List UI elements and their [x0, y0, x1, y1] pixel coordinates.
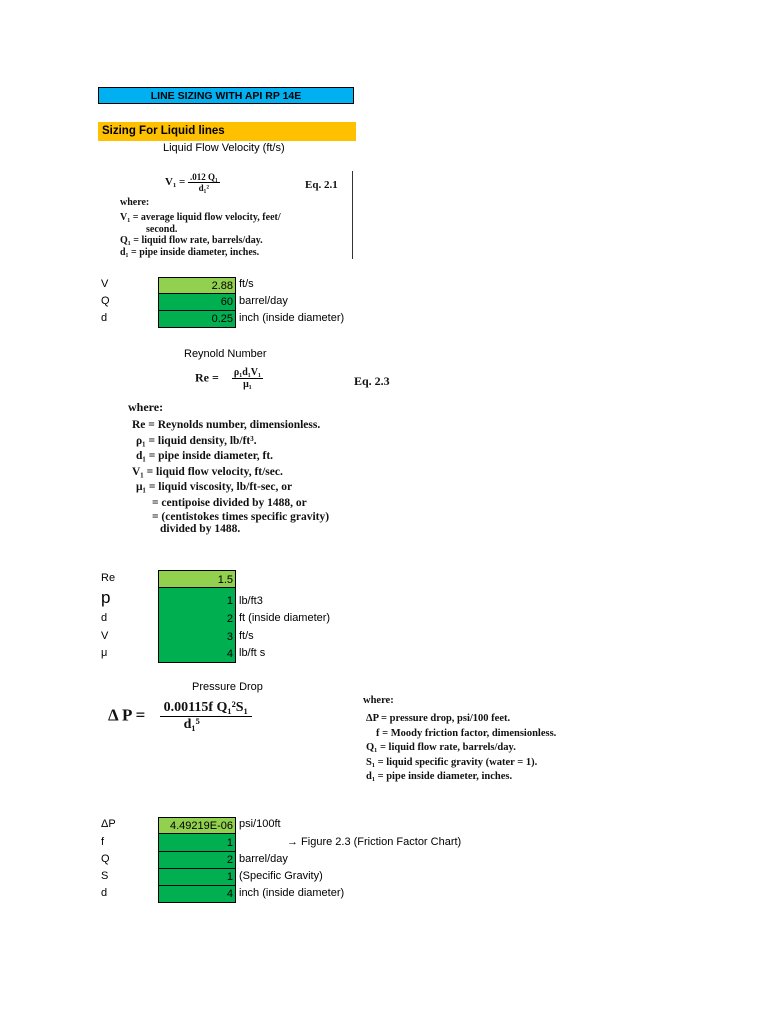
reynolds-eq-tag: Eq. 2.3	[354, 374, 390, 388]
row-label-d-dp: d	[101, 887, 108, 899]
cell-pressure-drop[interactable]: 4.49219E-06	[158, 817, 236, 834]
cell-diameter[interactable]: 0.25	[158, 311, 236, 328]
pressure-eq-numerator: 0.00115f Q₁²S₁	[160, 700, 252, 717]
reynolds-where-list	[132, 418, 329, 535]
reynolds-caption: Reynold Number	[184, 348, 267, 360]
unit-velocity: ft/s	[239, 278, 254, 290]
equation-divider	[352, 171, 353, 259]
row-label-f: f	[101, 836, 105, 848]
cell-specific-gravity[interactable]: 1	[158, 869, 236, 886]
unit-pressure-drop: psi/100ft	[239, 818, 281, 830]
row-label-q: Q	[101, 295, 110, 307]
unit-velocity-re: ft/s	[239, 630, 254, 642]
unit-viscosity: lb/ft s	[239, 647, 266, 659]
cell-reynolds[interactable]: 1.5	[158, 570, 236, 588]
pressure-where-line: ΔP = pressure drop, psi/100 feet.	[366, 713, 511, 724]
pressure-eq-lhs: Δ P =	[108, 705, 146, 725]
unit-flow-rate-dp: barrel/day	[239, 853, 288, 865]
pressure-equation	[108, 700, 252, 733]
pressure-eq-denominator: d₁⁵	[183, 717, 200, 732]
cell-friction-factor[interactable]: 1	[158, 834, 236, 852]
reynolds-where-line: μ₁ = liquid viscosity, lb/ft-sec, or	[136, 481, 293, 493]
reynolds-where-line: = (centistokes times specific gravity)	[152, 511, 330, 523]
velocity-where-line: second.	[146, 223, 178, 235]
row-label-re: Re	[101, 572, 116, 584]
reynolds-eq-numerator: ρ₁d₁V₁	[233, 367, 261, 378]
cell-viscosity[interactable]: 4	[158, 646, 236, 663]
velocity-eq-denominator: d₁²	[198, 183, 210, 193]
pressure-where-line: f = Moody friction factor, dimensionless.	[376, 727, 557, 739]
row-label-viscosity: μ	[101, 647, 108, 659]
reynolds-where-line: d₁ = pipe inside diameter, ft.	[136, 450, 274, 462]
sheet-title: LINE SIZING WITH API RP 14E	[98, 87, 354, 104]
row-label-v: V	[101, 278, 109, 290]
velocity-caption: Liquid Flow Velocity (ft/s)	[163, 142, 285, 154]
section-header: Sizing For Liquid lines	[98, 122, 356, 141]
reynolds-where-line: ρ₁ = liquid density, lb/ft³.	[136, 434, 257, 447]
pressure-where-line: S₁ = liquid specific gravity (water = 1).	[366, 756, 538, 768]
unit-specific-gravity: (Specific Gravity)	[239, 870, 323, 882]
reynolds-where-line: V₁ = liquid flow velocity, ft/sec.	[132, 465, 283, 478]
pressure-where-line: Q₁ = liquid flow rate, barrels/day.	[366, 742, 516, 753]
row-label-q-dp: Q	[101, 853, 110, 865]
pressure-where-line: d₁ = pipe inside diameter, inches.	[366, 771, 513, 782]
unit-diameter: inch (inside diameter)	[239, 312, 345, 324]
pressure-where-list	[366, 712, 556, 785]
reynolds-eq-lhs: Re =	[195, 370, 219, 385]
velocity-equation	[165, 172, 220, 193]
unit-flow-rate: barrel/day	[239, 295, 288, 307]
pressure-where: where:	[363, 695, 394, 706]
reynolds-where: where:	[128, 400, 164, 414]
velocity-where-line: Q₁ = liquid flow rate, barrels/day.	[120, 235, 263, 246]
pressure-caption: Pressure Drop	[192, 681, 263, 693]
cell-velocity[interactable]: 2.88	[158, 277, 236, 294]
friction-chart-reference: → Figure 2.3 (Friction Factor Chart)	[287, 836, 462, 848]
row-label-density: p	[101, 588, 111, 607]
velocity-eq-numerator: .012 Q₁	[190, 172, 218, 182]
unit-diameter-ft: ft (inside diameter)	[239, 612, 331, 624]
row-label-s: S	[101, 870, 109, 882]
cell-flow-rate-dp[interactable]: 2	[158, 852, 236, 869]
reynolds-where-line: = centipoise divided by 1488, or	[152, 496, 307, 509]
row-label-d: d	[101, 312, 108, 324]
reynolds-where-line: divided by 1488.	[160, 523, 241, 535]
velocity-where-list	[120, 212, 281, 258]
row-label-dp: ΔP	[101, 818, 116, 830]
cell-diameter-ft[interactable]: 2	[158, 610, 236, 628]
cell-diameter-dp[interactable]: 4	[158, 886, 236, 903]
cell-density[interactable]: 1	[158, 588, 236, 610]
velocity-where-line: d₁ = pipe inside diameter, inches.	[120, 246, 260, 258]
row-label-d-ft: d	[101, 612, 108, 624]
reynolds-equation	[195, 367, 263, 390]
velocity-where-line: V₁ = average liquid flow velocity, feet/	[120, 212, 281, 223]
row-label-v-re: V	[101, 630, 109, 642]
cell-velocity-re[interactable]: 3	[158, 628, 236, 646]
unit-diameter-dp: inch (inside diameter)	[239, 887, 345, 899]
velocity-eq-tag: Eq. 2.1	[305, 179, 338, 191]
velocity-eq-lhs: V₁ =	[165, 176, 186, 189]
reynolds-eq-denominator: μ₁	[243, 379, 252, 390]
reynolds-where-line: Re = Reynolds number, dimensionless.	[132, 419, 321, 431]
cell-flow-rate[interactable]: 60	[158, 294, 236, 311]
velocity-where: where:	[120, 197, 150, 208]
unit-density: lb/ft3	[239, 595, 263, 607]
